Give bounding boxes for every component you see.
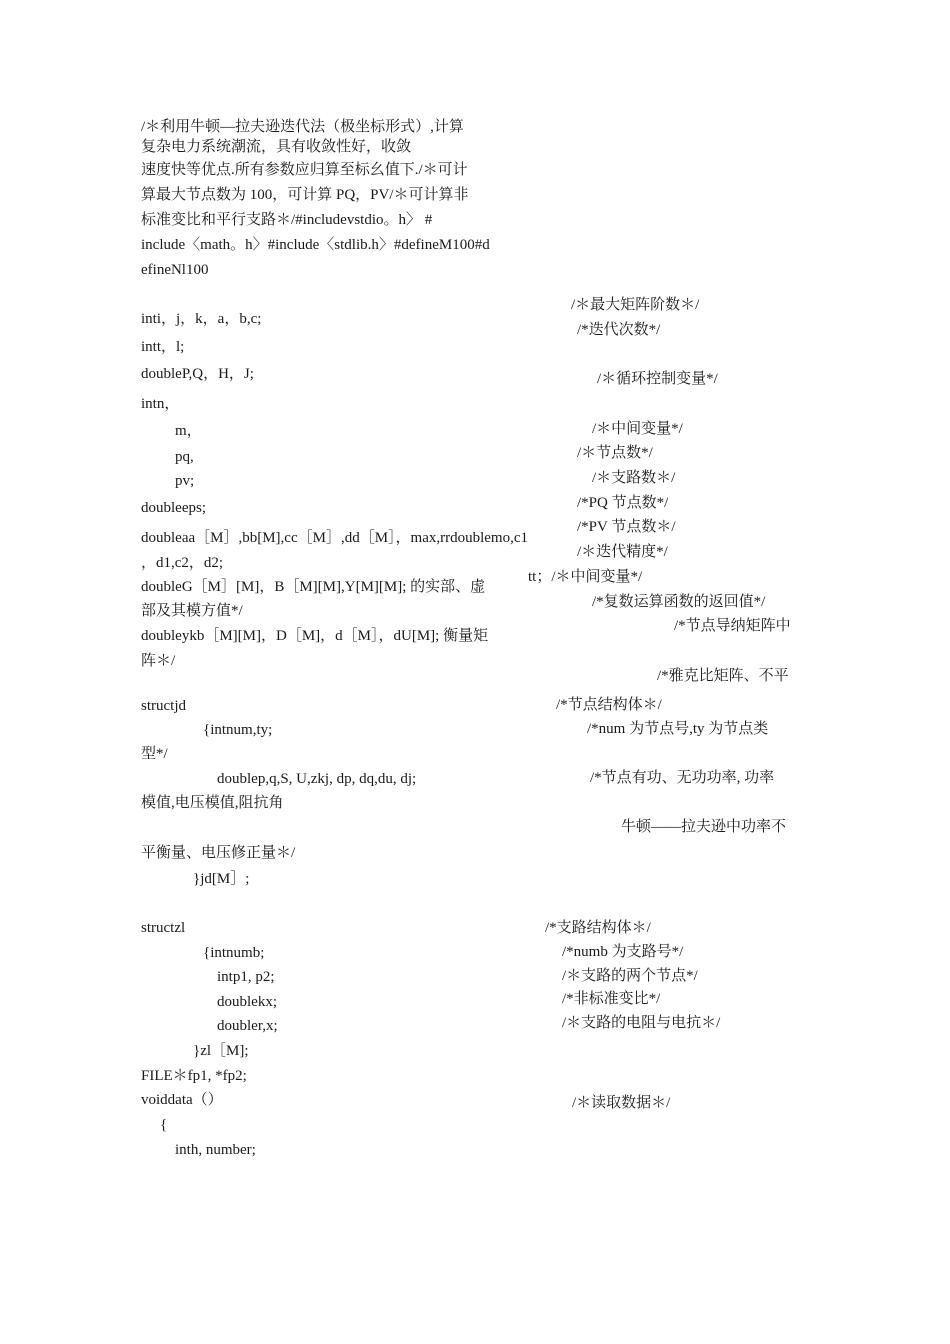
code-line: voiddata（）	[141, 1092, 223, 1108]
comment-line: /＊支路数＊/	[592, 470, 676, 486]
comment-line: /＊最大矩阵阶数＊/	[571, 297, 700, 313]
comment-line: tt；/＊中间变量*/	[528, 569, 643, 585]
code-line: {intnumb;	[203, 945, 265, 961]
comment-line: /*节点结构体＊/	[556, 697, 662, 713]
code-line: intp1, p2;	[217, 969, 275, 985]
code-line: pq,	[175, 449, 194, 465]
comment-line: /*节点导纳矩阵中	[674, 618, 791, 634]
code-line: pv;	[175, 473, 195, 489]
comment-line: /*雅克比矩阵、不平	[657, 668, 789, 684]
comment-line: /＊中间变量*/	[592, 421, 683, 437]
code-line: doublep,q,S, U,zkj, dp, dq,du, dj;	[217, 771, 417, 787]
code-line: 复杂电力系统潮流，具有收敛性好，收敛	[141, 139, 412, 155]
code-line: inth, number;	[175, 1142, 256, 1158]
code-line: doubleykb［M][M]，D［M]，d［M］，dU[M]; 衡量矩	[141, 628, 489, 644]
code-line: 平衡量、电压修正量＊/	[141, 845, 296, 861]
comment-line: /＊支路的电阻与电抗＊/	[562, 1015, 721, 1031]
code-line: {intnum,ty;	[203, 722, 273, 738]
code-line: 模值,电压模值,阻抗角	[141, 795, 284, 811]
code-line: structzl	[141, 920, 186, 936]
code-line: efineNl100	[141, 262, 209, 278]
comment-line: /*numb 为支路号*/	[562, 944, 684, 960]
code-line: ，d1,c2，d2;	[141, 555, 224, 571]
code-line: structjd	[141, 698, 186, 714]
code-line: intt，l;	[141, 339, 185, 355]
comment-line: /*PQ 节点数*/	[577, 495, 669, 511]
code-line: {	[160, 1117, 168, 1133]
code-line: }zl［M];	[193, 1043, 249, 1059]
code-line: doubleaa［M］,bb[M],cc［M］,dd［M］，max,rrdoublemo,c1	[141, 530, 529, 546]
code-line: intn，	[141, 396, 180, 412]
code-line: 标准变比和平行支路＊/#includevstdio。h〉 #	[141, 212, 433, 228]
code-line: /＊利用牛顿—拉夫逊迭代法（极坐标形式）,计算	[141, 119, 464, 135]
code-line: inti，j，k，a，b,c;	[141, 311, 262, 327]
code-line: 型*/	[141, 746, 168, 762]
code-line: }jd[M］;	[193, 871, 250, 887]
code-line: 部及其模方值*/	[141, 603, 243, 619]
code-line: doubleG［M］[M]，B［M][M],Y[M][M]; 的实部、虚	[141, 579, 486, 595]
comment-line: /*num 为节点号,ty 为节点类	[587, 721, 769, 737]
code-line: 算最大节点数为 100，可计算 PQ，PV/＊可计算非	[141, 187, 469, 203]
code-line: m，	[175, 423, 202, 439]
comment-line: /*迭代次数*/	[577, 322, 661, 338]
comment-line: /*节点有功、无功功率, 功率	[590, 770, 775, 786]
code-line: FILE＊fp1, *fp2;	[141, 1068, 247, 1084]
comment-line: /*支路结构体＊/	[545, 920, 651, 936]
code-line: 阵＊/	[141, 653, 176, 669]
comment-line: /＊循环控制变量*/	[597, 371, 718, 387]
code-line: doubleeps;	[141, 500, 206, 516]
code-line: doubleP,Q，H，J;	[141, 366, 254, 382]
comment-line: /*复数运算函数的返回值*/	[592, 594, 766, 610]
comment-line: /*PV 节点数＊/	[577, 519, 676, 535]
comment-line: /＊支路的两个节点*/	[562, 968, 698, 984]
comment-line: /＊节点数*/	[577, 445, 653, 461]
comment-line: /＊迭代精度*/	[577, 544, 668, 560]
comment-line: /＊读取数据＊/	[572, 1095, 671, 1111]
code-line: 速度快等优点.所有参数应归算至标幺值下./＊可计	[141, 162, 468, 178]
code-line: include〈math。h〉#include〈stdlib.h〉#defineM100#d	[141, 237, 490, 253]
code-line: doublekx;	[217, 994, 277, 1010]
comment-line: 牛顿——拉夫逊中功率不	[621, 819, 787, 835]
code-line: doubler,x;	[217, 1018, 278, 1034]
comment-line: /*非标准变比*/	[562, 991, 661, 1007]
